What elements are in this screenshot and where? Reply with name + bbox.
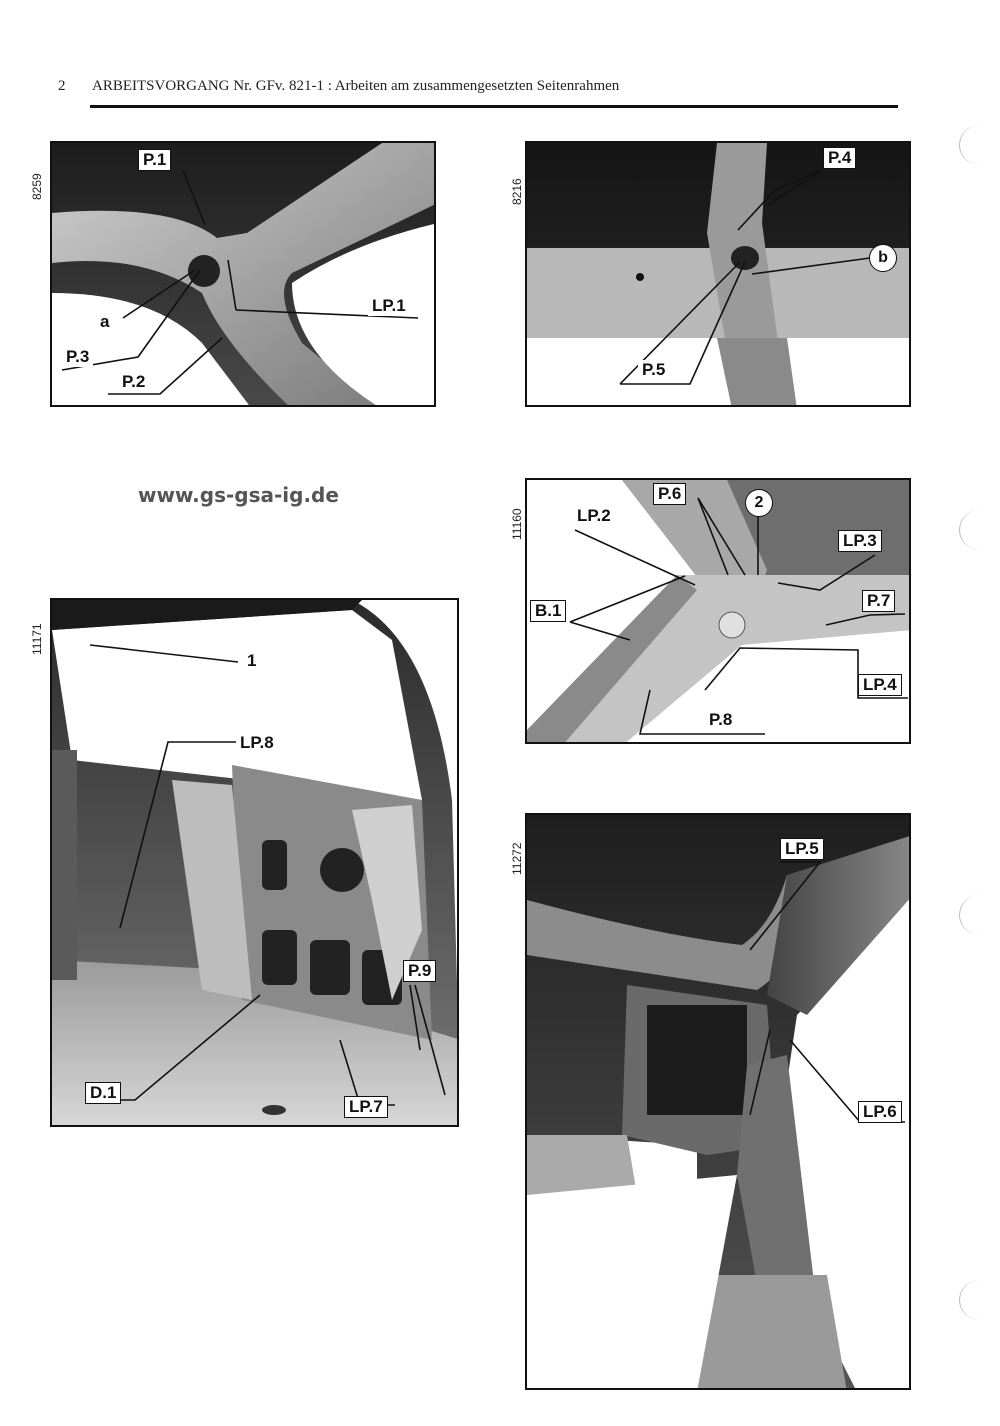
page-title: ARBEITSVORGANG Nr. GFv. 821-1 : Arbeiten am zusammengesetzten Seitenrahmen xyxy=(92,78,620,94)
photo-11272 xyxy=(525,813,911,1390)
photo-8216-art xyxy=(527,143,911,407)
punch-hole-1 xyxy=(959,125,1000,165)
punch-hole-3 xyxy=(959,895,1000,935)
page-number: 2 xyxy=(58,78,66,94)
page-header xyxy=(58,78,619,95)
label-lp5: LP.5 xyxy=(780,838,824,860)
photo-8259 xyxy=(50,141,436,407)
label-1: 1 xyxy=(243,651,260,671)
label-lp8: LP.8 xyxy=(236,733,278,753)
label-p6: P.6 xyxy=(653,483,686,505)
label-lp4: LP.4 xyxy=(858,674,902,696)
photo-11272-art xyxy=(527,815,911,1390)
label-lp1: LP.1 xyxy=(368,296,410,316)
header-rule xyxy=(90,105,898,108)
label-a: a xyxy=(96,312,113,332)
label-p1: P.1 xyxy=(138,149,171,171)
figure-number-5: 11272 xyxy=(510,842,524,875)
label-p9: P.9 xyxy=(403,960,436,982)
punch-hole-2 xyxy=(959,510,1000,550)
label-p5: P.5 xyxy=(638,360,669,380)
label-b1: B.1 xyxy=(530,600,566,622)
label-2: 2 xyxy=(745,489,773,517)
label-p8: P.8 xyxy=(705,710,736,730)
label-lp2: LP.2 xyxy=(573,506,615,526)
label-d1: D.1 xyxy=(85,1082,121,1104)
label-p4: P.4 xyxy=(823,147,856,169)
label-p2: P.2 xyxy=(118,372,149,392)
label-p7: P.7 xyxy=(862,590,895,612)
label-b: b xyxy=(869,244,897,272)
label-p3: P.3 xyxy=(62,347,93,367)
figure-number-1: 8259 xyxy=(30,173,44,200)
label-lp7: LP.7 xyxy=(344,1096,388,1118)
watermark-url: www.gs-gsa-ig.de xyxy=(138,483,339,507)
photo-8259-art xyxy=(52,143,436,407)
figure-number-4: 11171 xyxy=(30,623,44,655)
figure-number-2: 8216 xyxy=(510,178,524,205)
photo-11171 xyxy=(50,598,459,1127)
figure-number-3: 11160 xyxy=(510,508,524,540)
punch-hole-4 xyxy=(959,1280,1000,1320)
photo-8216 xyxy=(525,141,911,407)
label-lp6: LP.6 xyxy=(858,1101,902,1123)
photo-11171-art xyxy=(52,600,459,1127)
label-lp3: LP.3 xyxy=(838,530,882,552)
